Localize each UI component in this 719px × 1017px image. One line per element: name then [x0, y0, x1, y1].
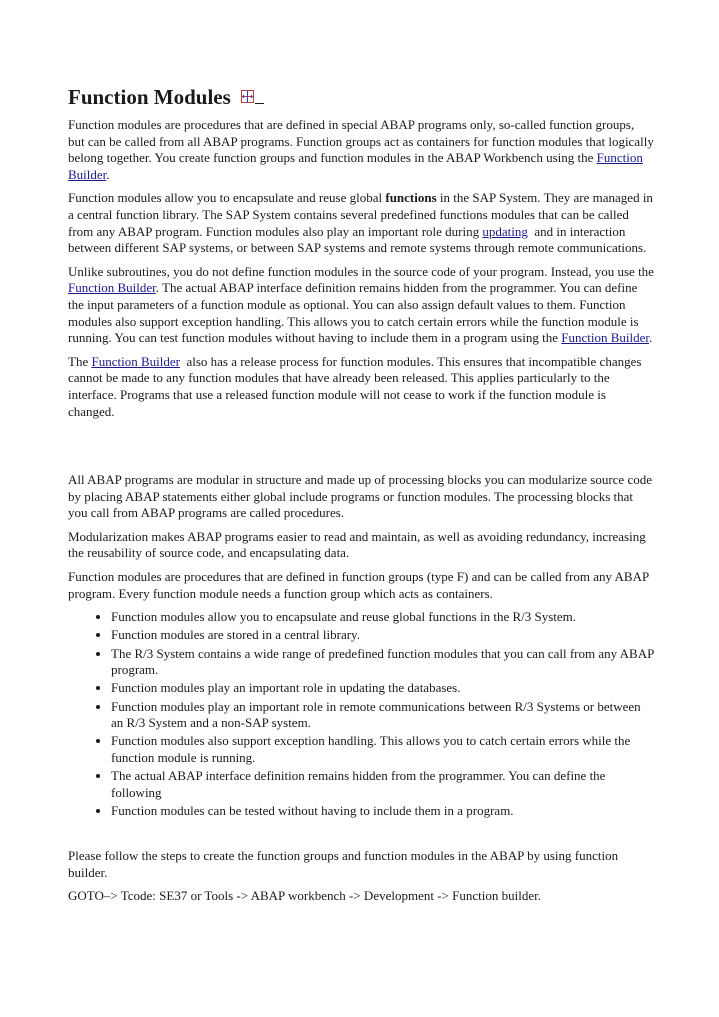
paragraph-text: The: [68, 353, 92, 369]
list-item: • Function modules can be tested without having to include them in a program.: [111, 803, 654, 820]
paragraph-4: [68, 354, 654, 420]
paragraph-8: Please follow the steps to create the function groups and function modules in the ABAP by using function builder.: [68, 848, 619, 880]
expand-icon[interactable]: [241, 90, 255, 104]
paragraph-3: [68, 264, 654, 347]
function-builder-link-3[interactable]: Function Builder: [561, 330, 649, 346]
list-item: • Function modules play an important role in remote communications between R/3 Systems or between an R/3 System and a non-SAP system.: [111, 699, 654, 732]
paragraph-1: [68, 117, 654, 183]
page-title-text: Function Modules: [68, 85, 231, 109]
list-item: • Function modules play an important role in updating the databases.: [111, 680, 654, 697]
paragraph-text: Unlike subroutines, you do not define function modules in the source code of your program. Instead, you use the: [68, 263, 654, 279]
feature-list: [68, 609, 654, 819]
page-title: [68, 84, 654, 110]
article: [68, 84, 654, 912]
paragraph-5: All ABAP programs are modular in structure and made up of processing blocks you can modularize source code by placing ABAP statements either global include programs or function modules. The processing blocks that you call from ABAP programs are called procedures.: [68, 472, 652, 521]
spacer: [68, 427, 654, 472]
expand-link[interactable]: [241, 90, 264, 104]
paragraph-text: and in interaction between different SAP systems, or between SAP systems and remote systems through remote communications.: [68, 223, 647, 256]
function-builder-link-1[interactable]: Function Builder: [68, 150, 643, 182]
function-builder-link-4[interactable]: Function Builder: [91, 353, 180, 369]
paragraph-text: Function modules allow you to encapsulate and reuse global: [68, 190, 386, 206]
list-item: • The actual ABAP interface definition remains hidden from the programmer. You can define the following: [111, 768, 654, 801]
paragraph-text: . The actual ABAP interface definition remains hidden from the programmer. You can define the input parameters of a function module as optional. You can also assign default values to them. Function modules also support exception handling. This allows you to catch certain errors while the function module is running. You can test function modules without having to include them in a program using the: [68, 280, 639, 346]
paragraph-2: [68, 190, 654, 256]
updating-link[interactable]: updating: [482, 223, 528, 239]
paragraph-text: .: [648, 330, 653, 346]
paragraph-7: Function modules are procedures that are defined in function groups (type F) and can be called from any ABAP program. Every function module needs a function group which acts as containers.: [68, 569, 649, 601]
list-item: • The R/3 System contains a wide range of predefined function modules that you can call from any ABAP program.: [111, 646, 654, 679]
list-item: • Function modules also support exception handling. This allows you to catch certain errors while the function module is running.: [111, 733, 654, 766]
paragraph-9: GOTO–> Tcode: SE37 or Tools -> ABAP workbench -> Development -> Function builder.: [68, 888, 541, 904]
list-item: • Function modules allow you to encapsulate and reuse global functions in the R/3 System.: [111, 609, 654, 626]
list-item: • Function modules are stored in a central library.: [111, 627, 654, 644]
paragraph-6: Modularization makes ABAP programs easier to read and maintain, as well as avoiding redundancy, increasing the reusability of source code, and encapsulating data.: [68, 528, 646, 561]
paragraph-text: also has a release process for function modules. This ensures that incompatible changes cannot be made to any function modules that have already been released. This applies particularly to the interface. Programs that use a released function module will not cease to work if the function module is changed.: [68, 353, 645, 419]
link-underline: [255, 91, 264, 104]
spacer: [68, 821, 654, 848]
bold-text: functions: [385, 190, 437, 206]
paragraph-text: .: [106, 166, 110, 182]
function-builder-link-2[interactable]: Function Builder: [68, 280, 156, 296]
paragraph-text: in the SAP System. They are managed in a central function library. The SAP System contains several predefined functions modules that can be called from any ABAP program. Function modules also play an important role during: [68, 190, 653, 239]
paragraph-text: Function modules are procedures that are defined in special ABAP programs only, so-called function groups, but can be called from all ABAP programs. Function groups act as containers for function modules that logically belong together. You create function groups and function modules in the ABAP Workbench using the: [68, 117, 654, 166]
